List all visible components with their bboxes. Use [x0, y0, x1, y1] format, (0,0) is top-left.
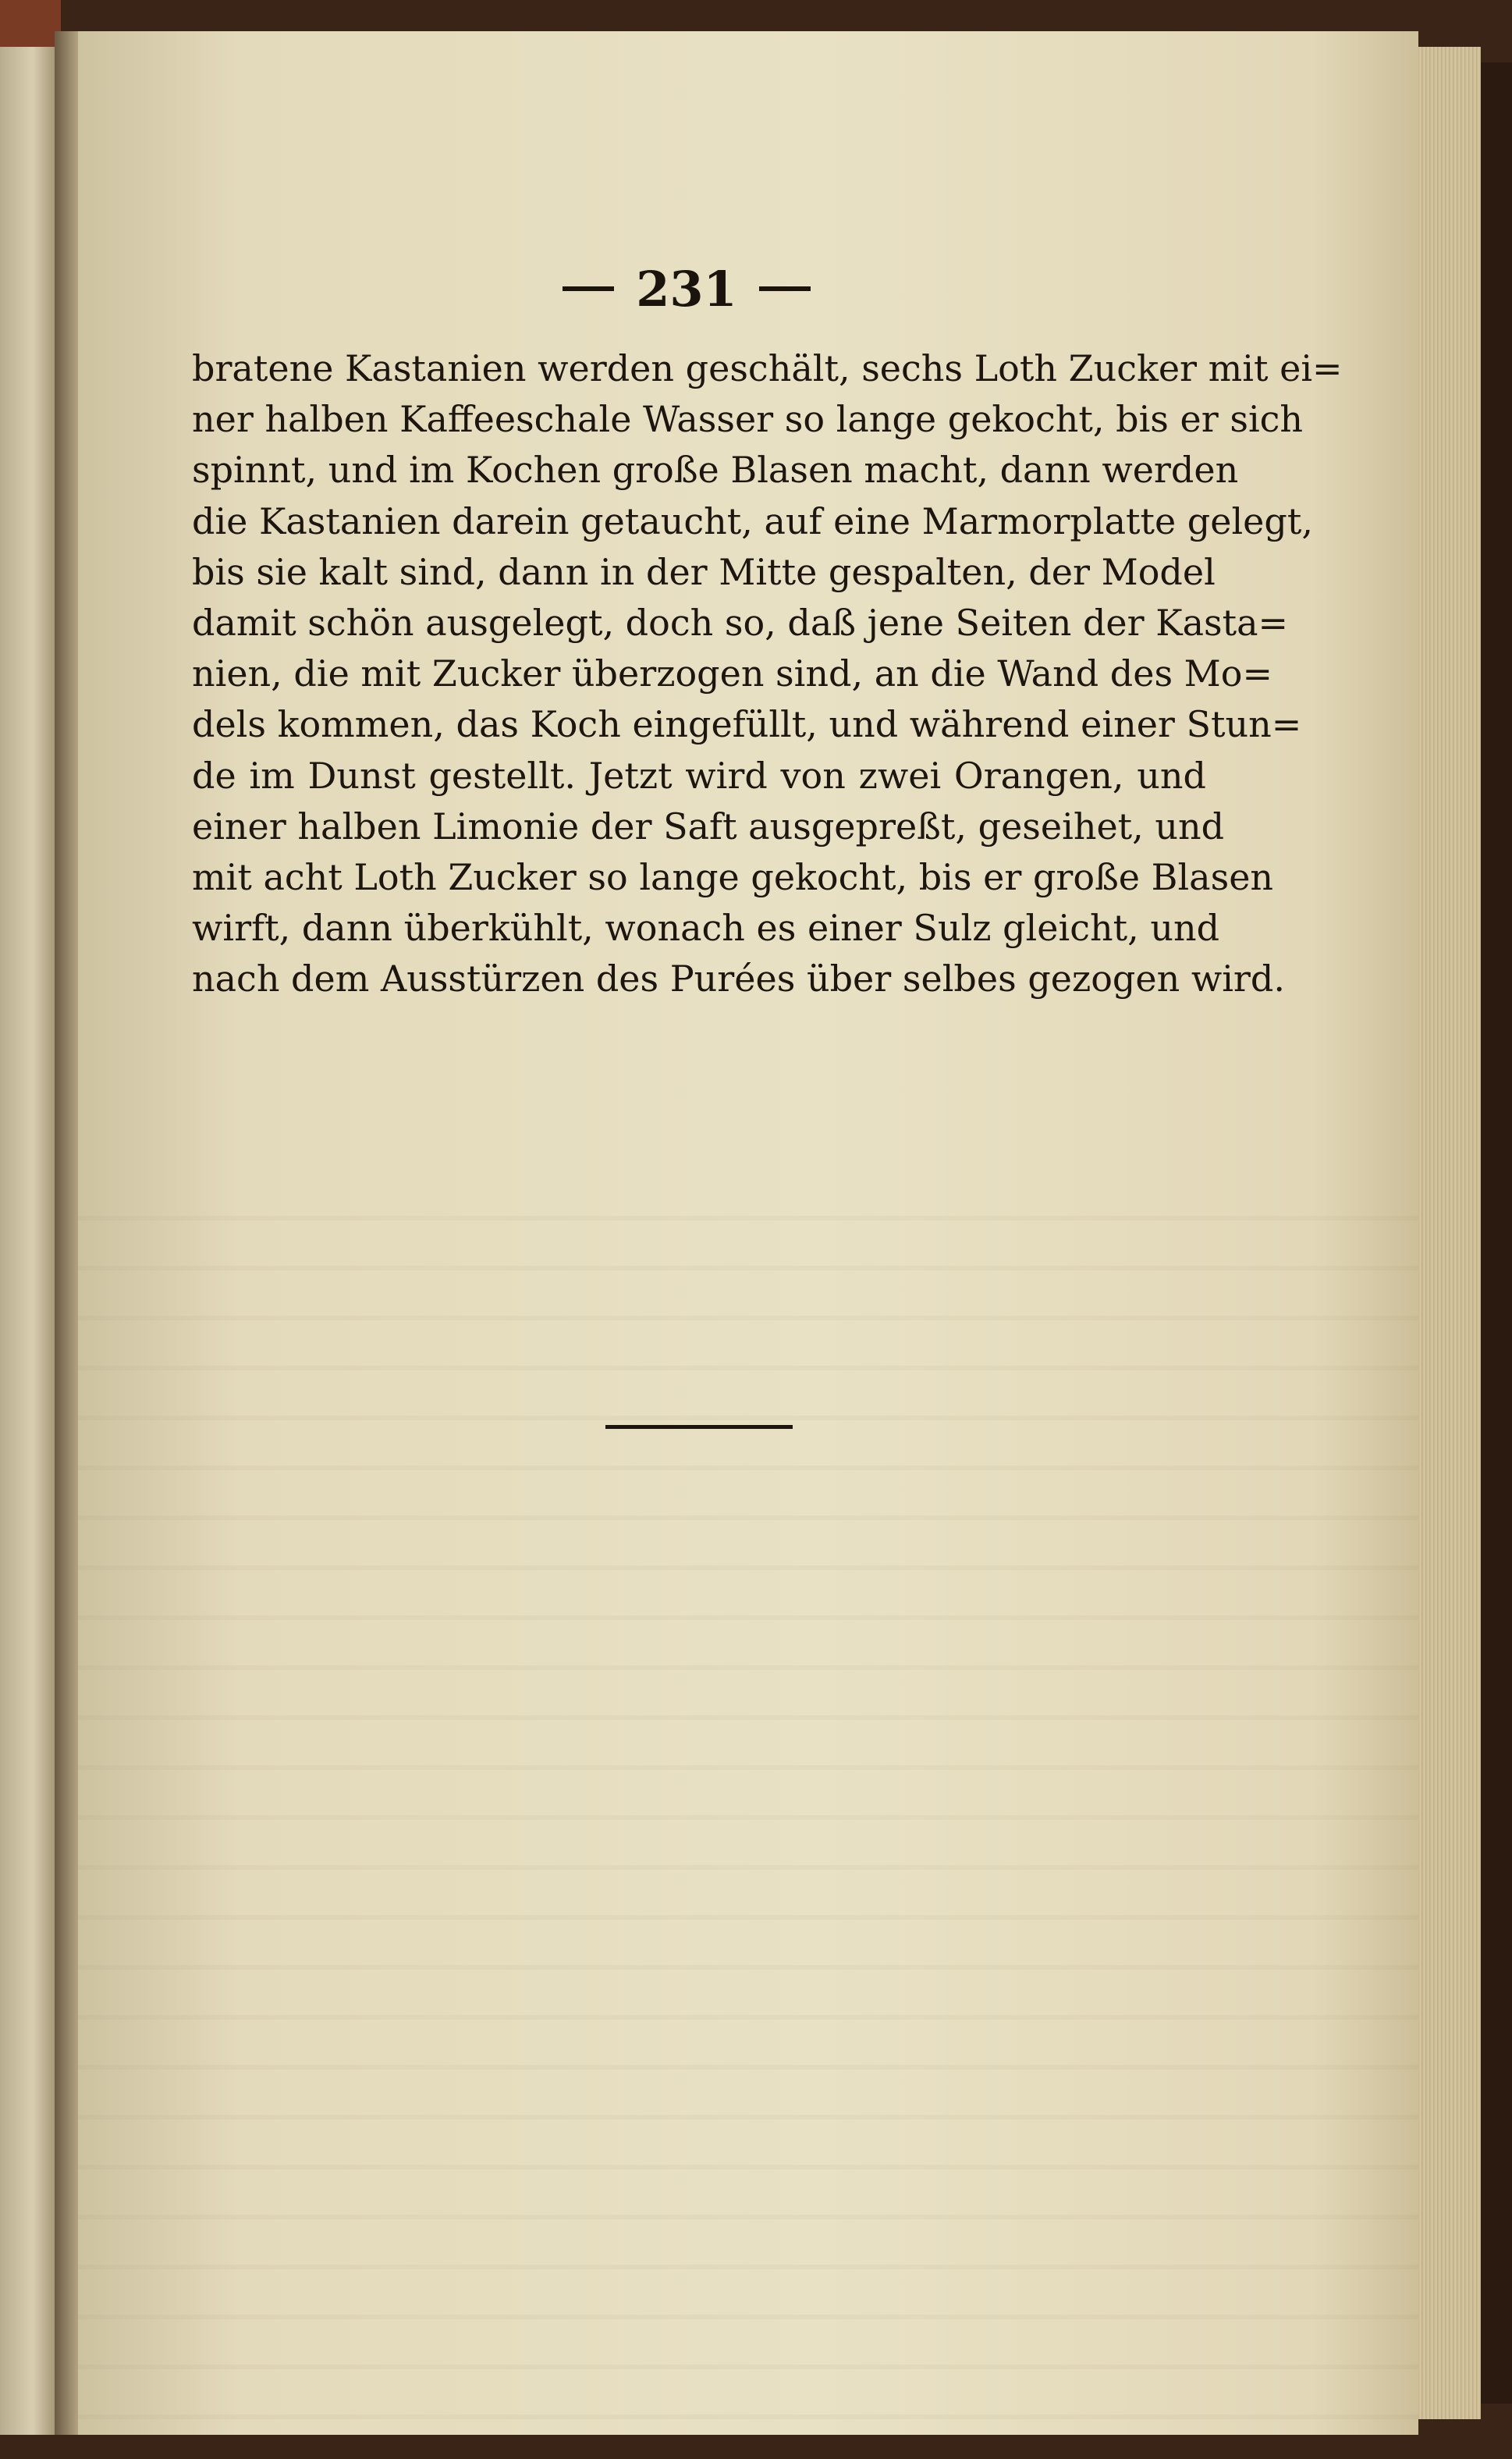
show-through-texture — [78, 1171, 1418, 2419]
text-line: dels kommen, das Koch eingefüllt, und während einer Stun= — [192, 703, 1302, 746]
header-dash-left — [563, 286, 614, 291]
text-line: wirft, dann überkühlt, wonach es einer Sulz gleicht, und — [192, 907, 1220, 950]
body-text — [192, 343, 1343, 1005]
text-line: ner halben Kaffeeschale Wasser so lange gekocht, bis er sich — [192, 398, 1304, 441]
book-gutter — [55, 31, 78, 2435]
text-line: nien, die mit Zucker überzogen sind, an die Wand des Mo= — [192, 652, 1273, 695]
page-number: 231 — [636, 260, 737, 318]
book-cover-corner — [0, 0, 61, 47]
header-dash-right — [759, 286, 811, 291]
text-line: bis sie kalt sind, dann in der Mitte gespalten, der Model — [192, 550, 1216, 593]
text-line: mit acht Loth Zucker so lange gekocht, bis er große Blasen — [192, 856, 1274, 899]
section-divider — [605, 1425, 793, 1429]
text-line: damit schön ausgelegt, doch so, daß jene Seiten der Kasta= — [192, 602, 1289, 645]
text-line: spinnt, und im Kochen große Blasen macht, dann werden — [192, 449, 1239, 492]
page-header — [531, 258, 843, 320]
left-page-edge — [0, 31, 55, 2435]
text-line: de im Dunst gestellt. Jetzt wird von zwei Orangen, und — [192, 754, 1206, 797]
text-line: nach dem Ausstürzen des Purées über selbes gezogen wird. — [192, 958, 1285, 1000]
text-line: bratene Kastanien werden geschält, sechs Loth Zucker mit ei= — [192, 347, 1343, 389]
background-edge — [1481, 62, 1512, 2404]
text-line: einer halben Limonie der Saft ausgepreßt, geseihet, und — [192, 805, 1225, 848]
page-stack-edge — [1418, 47, 1481, 2419]
text-line: die Kastanien darein getaucht, auf eine Marmorplatte gelegt, — [192, 499, 1313, 542]
